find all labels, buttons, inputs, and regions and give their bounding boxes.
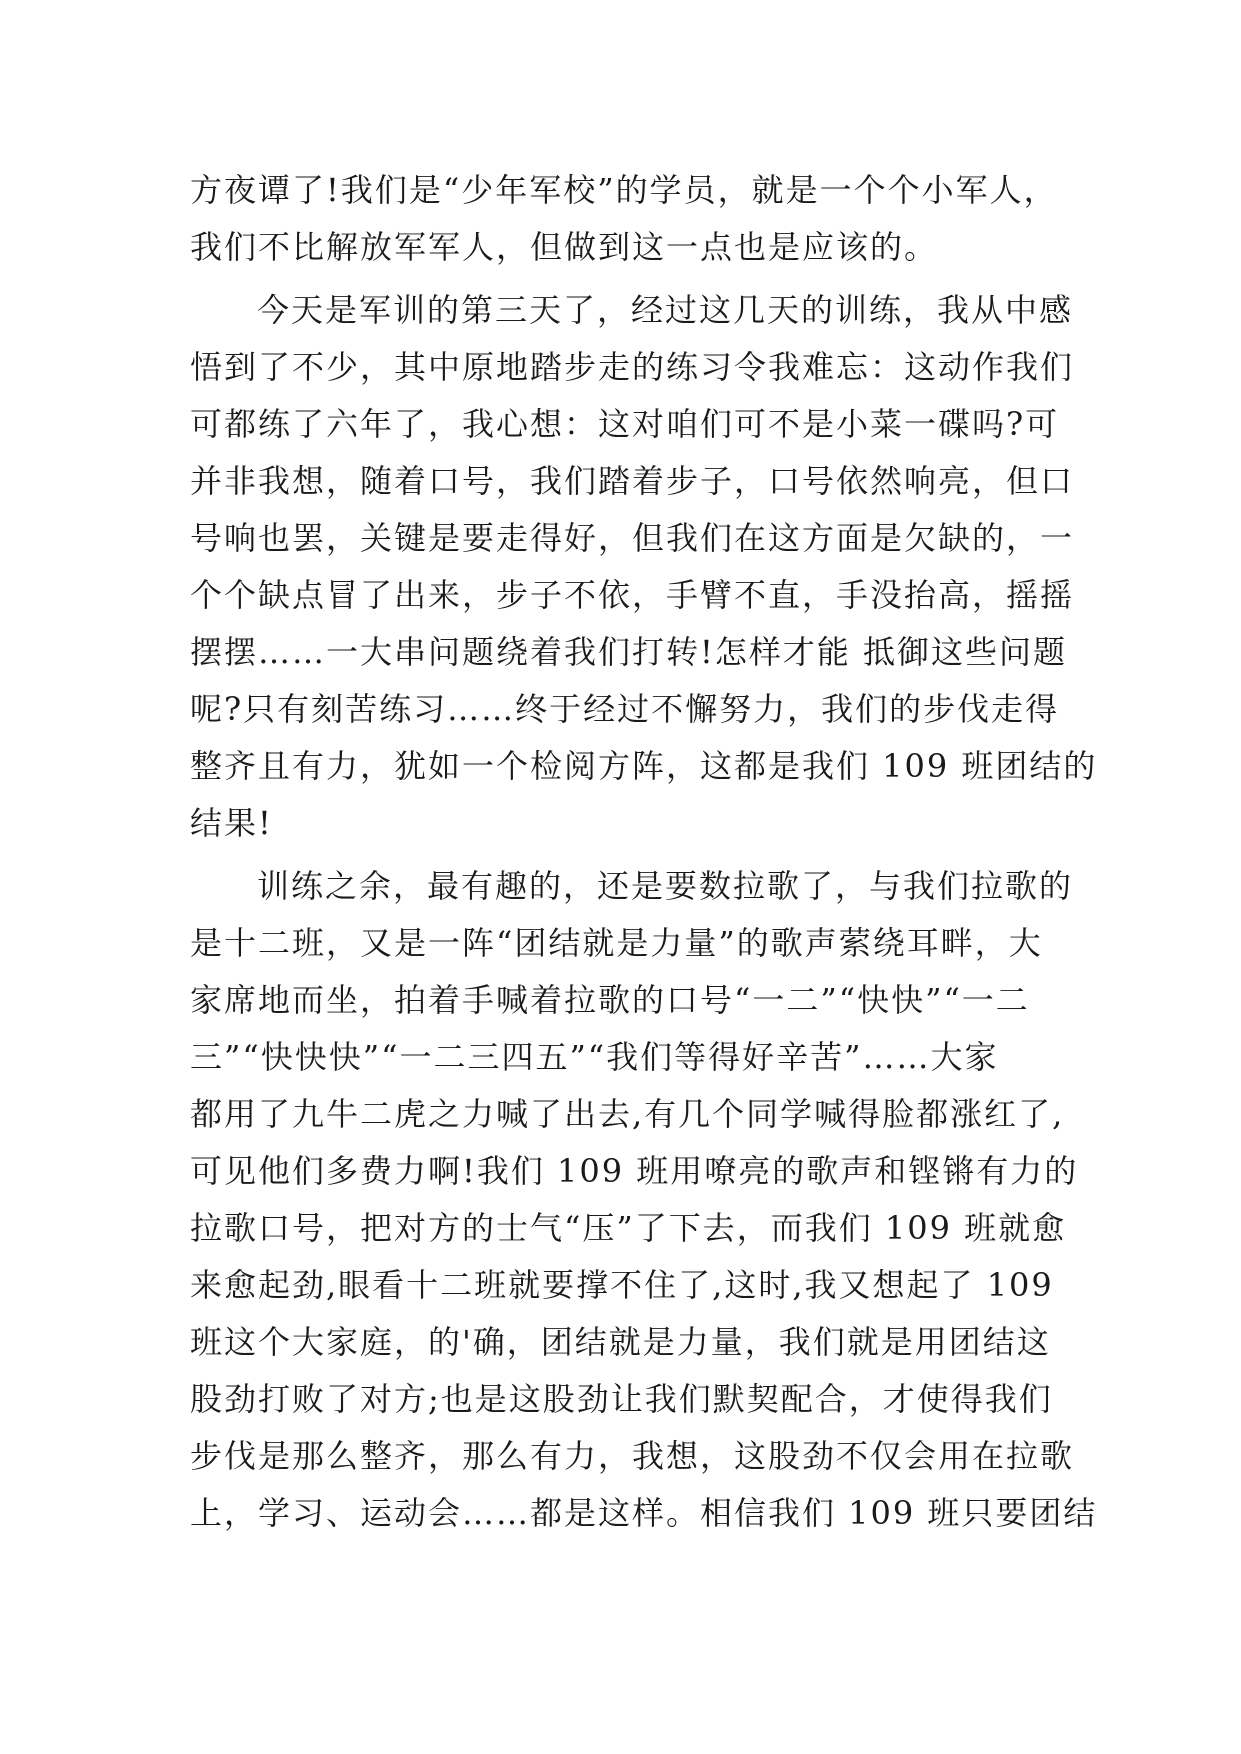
text-line: 上，学习、运动会……都是这样。相信我们 109 班只要团结 (190, 1494, 1098, 1532)
text-line: 我们不比解放军军人，但做到这一点也是应该的。 (190, 228, 939, 266)
text-line: 拉歌口号，把对方的士气“压”了下去，而我们 109 班就愈 (190, 1209, 1067, 1247)
text-line: 方夜谭了!我们是“少年军校”的学员，就是一个个小军人， (190, 171, 1058, 209)
text-line: 号响也罢，关键是要走得好，但我们在这方面是欠缺的，一 (190, 519, 1075, 557)
text-line: 来愈起劲,眼看十二班就要撑不住了,这时,我又想起了 109 (190, 1266, 1054, 1304)
text-line: 并非我想，随着口号，我们踏着步子，口号依然响亮，但口 (190, 462, 1075, 500)
text-line: 是十二班，又是一阵“团结就是力量”的歌声萦绕耳畔，大 (190, 924, 1043, 962)
text-line: 家席地而坐，拍着手喊着拉歌的口号“一二”“快快”“一二 (190, 981, 1030, 1019)
text-line: 悟到了不少，其中原地踏步走的练习令我难忘：这动作我们 (190, 348, 1075, 386)
text-line: 三”“快快快”“一二三四五”“我们等得好辛苦”……大家 (190, 1038, 999, 1076)
text-line: 个个缺点冒了出来，步子不依，手臂不直，手没抬高，摇摇 (190, 576, 1075, 614)
text-line: 股劲打败了对方;也是这股劲让我们默契配合，才使得我们 (190, 1380, 1053, 1418)
text-line: 班这个大家庭，的'确，团结就是力量，我们就是用团结这 (190, 1323, 1051, 1361)
text-line: 训练之余，最有趣的，还是要数拉歌了，与我们拉歌的 (257, 867, 1074, 905)
text-line: 结果! (190, 804, 273, 842)
text-line: 摆摆……一大串问题绕着我们打转!怎样才能 抵御这些问题 (190, 633, 1068, 671)
text-line: 今天是军训的第三天了，经过这几天的训练，我从中感 (257, 291, 1074, 329)
text-line: 可都练了六年了，我心想：这对咱们可不是小菜一碟吗?可 (190, 405, 1060, 443)
text-line: 整齐且有力，犹如一个检阅方阵，这都是我们 109 班团结的 (190, 747, 1098, 785)
text-line: 都用了九牛二虎之力喊了出去,有几个同学喊得脸都涨红了, (190, 1095, 1065, 1133)
text-line: 可见他们多费力啊!我们 109 班用嘹亮的歌声和铿锵有力的 (190, 1152, 1079, 1190)
text-line: 步伐是那么整齐，那么有力，我想，这股劲不仅会用在拉歌 (190, 1437, 1075, 1475)
text-line: 呢?只有刻苦练习……终于经过不懈努力，我们的步伐走得 (190, 690, 1060, 728)
body-text (190, 162, 1098, 1542)
